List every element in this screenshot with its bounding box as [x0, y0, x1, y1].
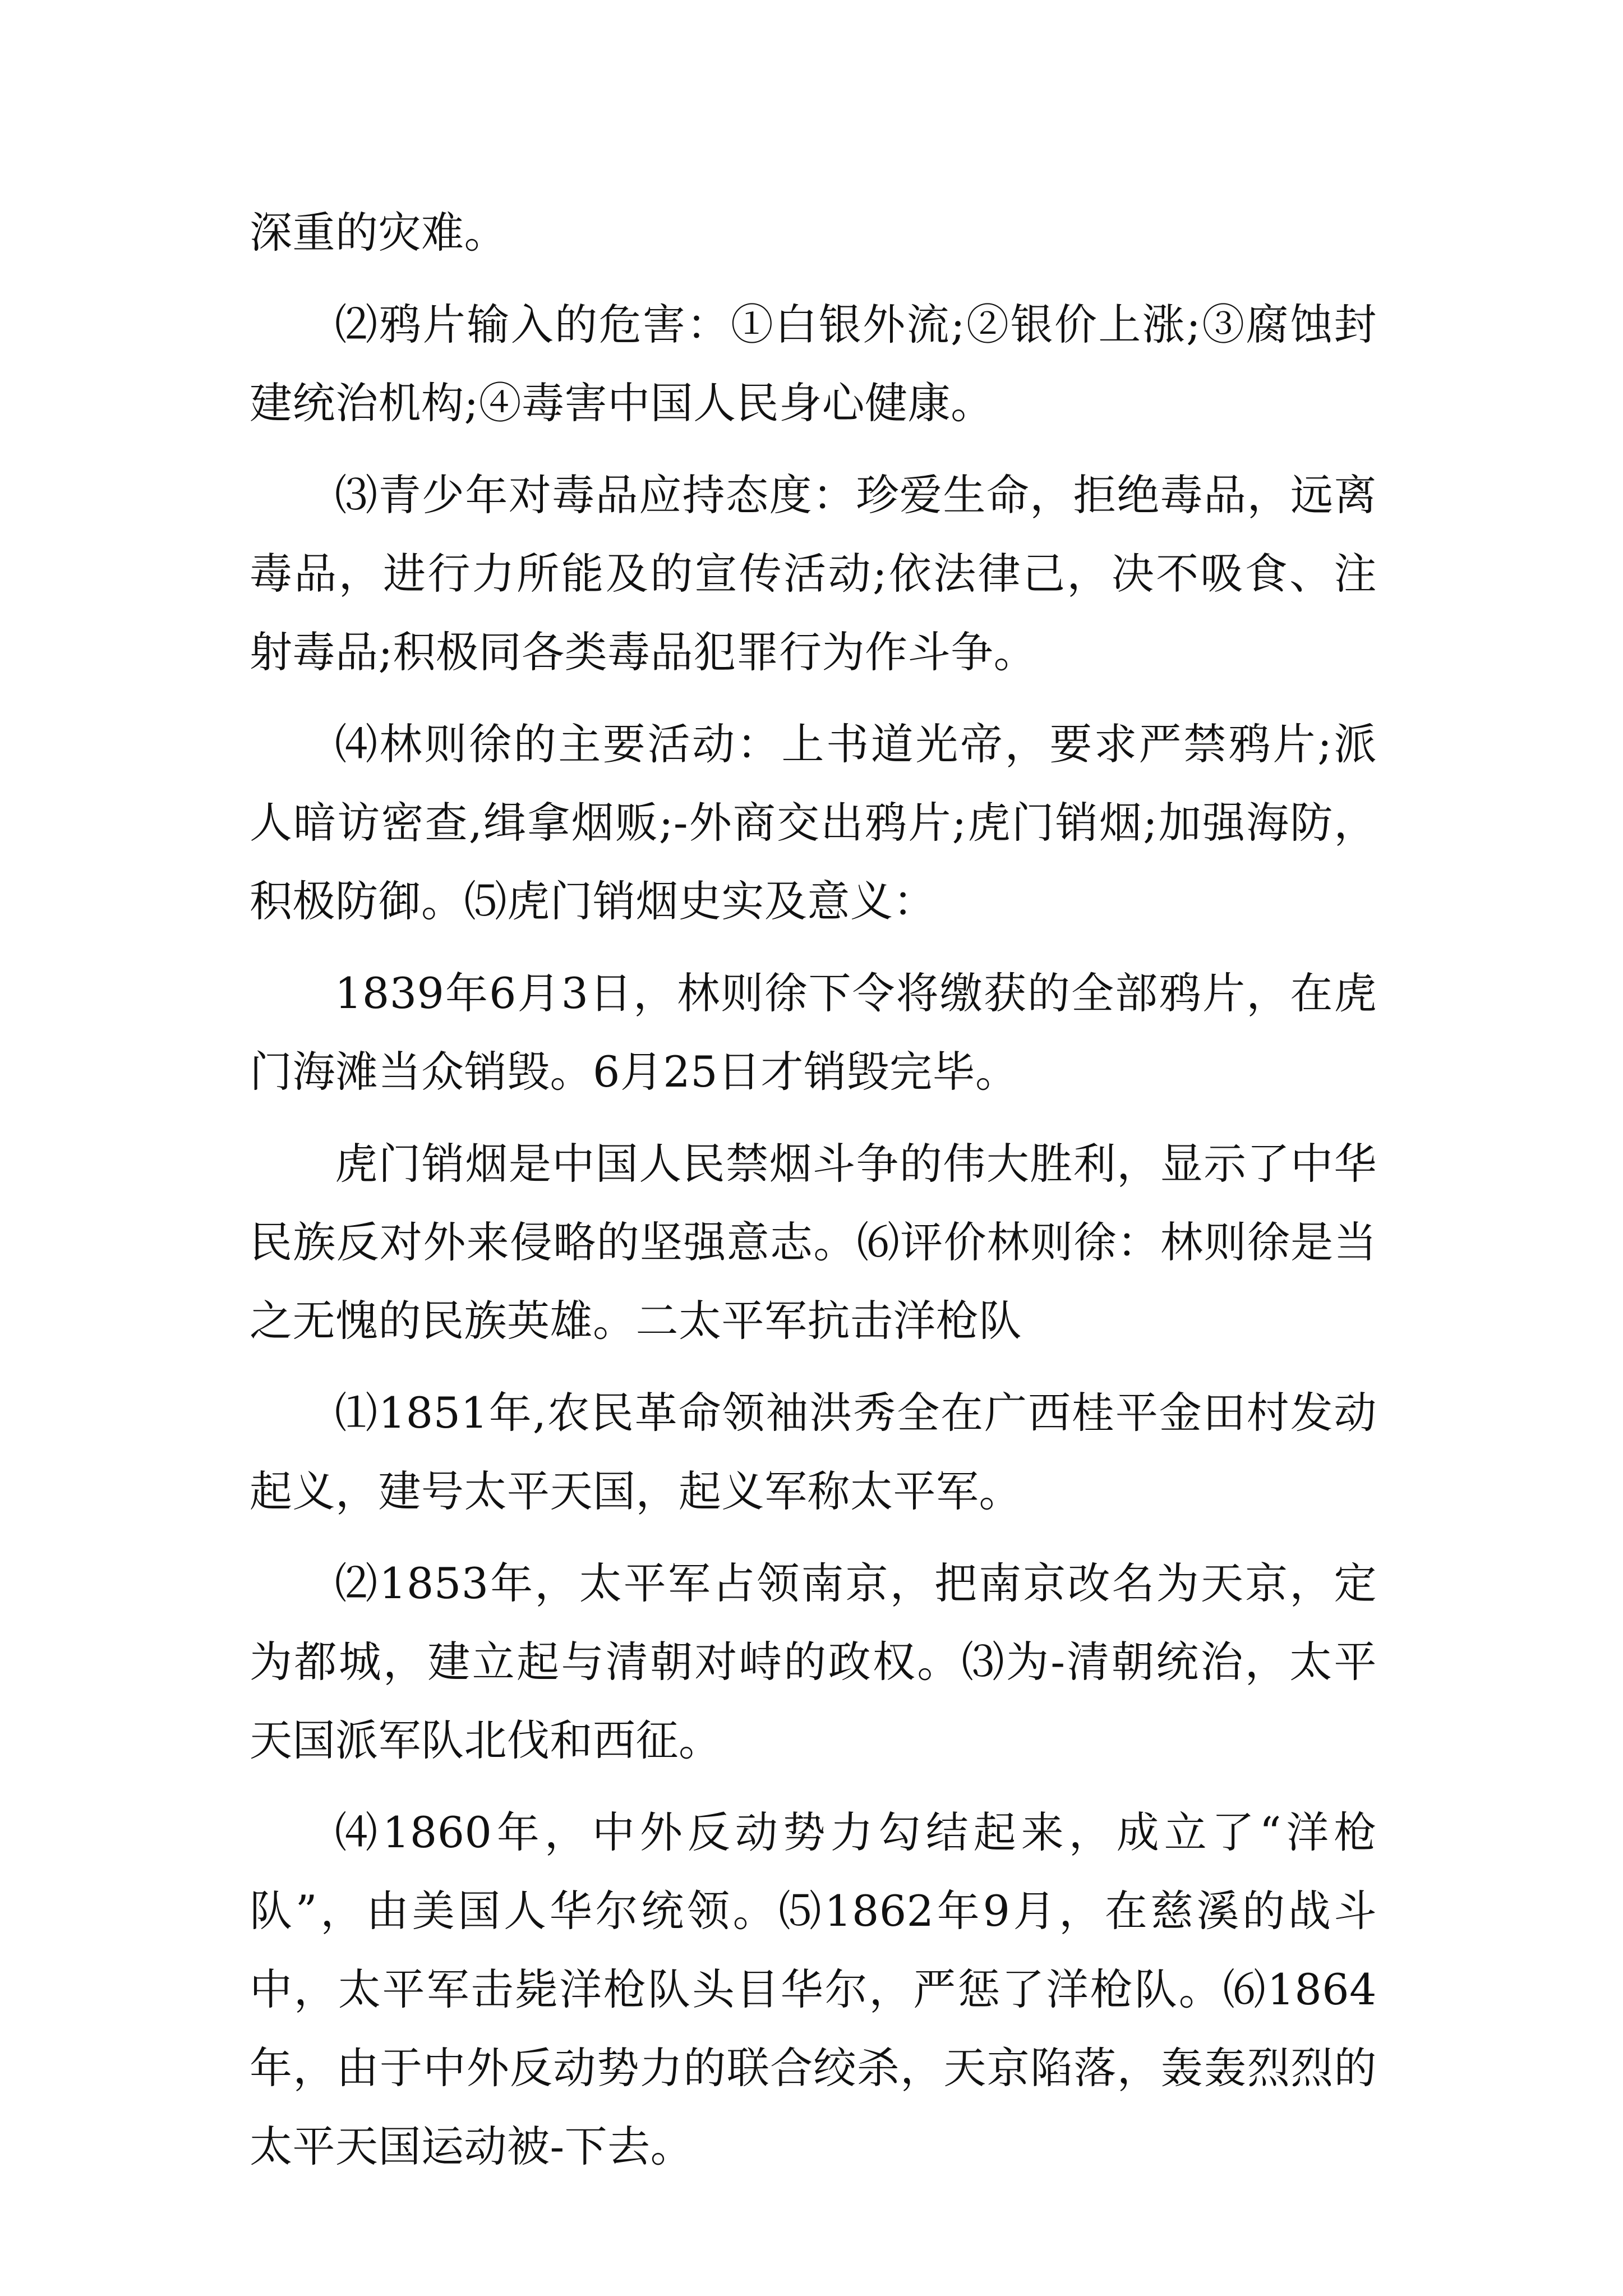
paragraph-ever-victorious-army: ⑷1860年，中外反动势力勾结起来，成立了“洋枪队”，由美国人华尔统领。⑸1862年9月，在慈溪的战斗中，太平军击毙洋枪队头目华尔，严惩了洋枪队。⑹1864年，由于中外反动势力的联合绞杀，天京陷落，轰轰烈烈的太平天国运动被-下去。	[250, 1807, 1377, 2171]
paragraph-opium-harm: ⑵鸦片输入的危害：①白银外流;②银价上涨;③腐蚀封建统治机构;④毒害中国人民身心健康。	[250, 300, 1377, 428]
paragraph-humen-facts: 1839年6月3日，林则徐下令将缴获的全部鸦片，在虎门海滩当众销毁。6月25日才销毁完毕。	[250, 968, 1377, 1097]
paragraph-youth-attitude: ⑶青少年对毒品应持态度：珍爱生命，拒绝毒品，远离毒品，进行力所能及的宣传活动;依法律己，决不吸食、注射毒品;积极同各类毒品犯罪行为作斗争。	[250, 470, 1377, 677]
document-page	[250, 194, 1377, 2200]
paragraph-taiping-nanjing: ⑵1853年，太平军占领南京，把南京改名为天京，定为都城，建立起与清朝对峙的政权。⑶为-清朝统治，太平天国派军队北伐和西征。	[250, 1558, 1377, 1765]
paragraph-humen-significance: 虎门销烟是中国人民禁烟斗争的伟大胜利，显示了中华民族反对外来侵略的坚强意志。⑹评价林则徐：林则徐是当之无愧的民族英雄。二太平军抗击洋枪队	[250, 1139, 1377, 1346]
paragraph-lin-zexu-activities: ⑷林则徐的主要活动：上书道光帝，要求严禁鸦片;派人暗访密查,缉拿烟贩;-外商交出鸦片;虎门销烟;加强海防，积极防御。⑸虎门销烟史实及意义：	[250, 719, 1377, 926]
paragraph-taiping-uprising: ⑴1851年,农民革命领袖洪秀全在广西桂平金田村发动起义，建号太平天国，起义军称太平军。	[250, 1388, 1377, 1516]
paragraph-continuation: 深重的灾难。	[250, 208, 507, 257]
